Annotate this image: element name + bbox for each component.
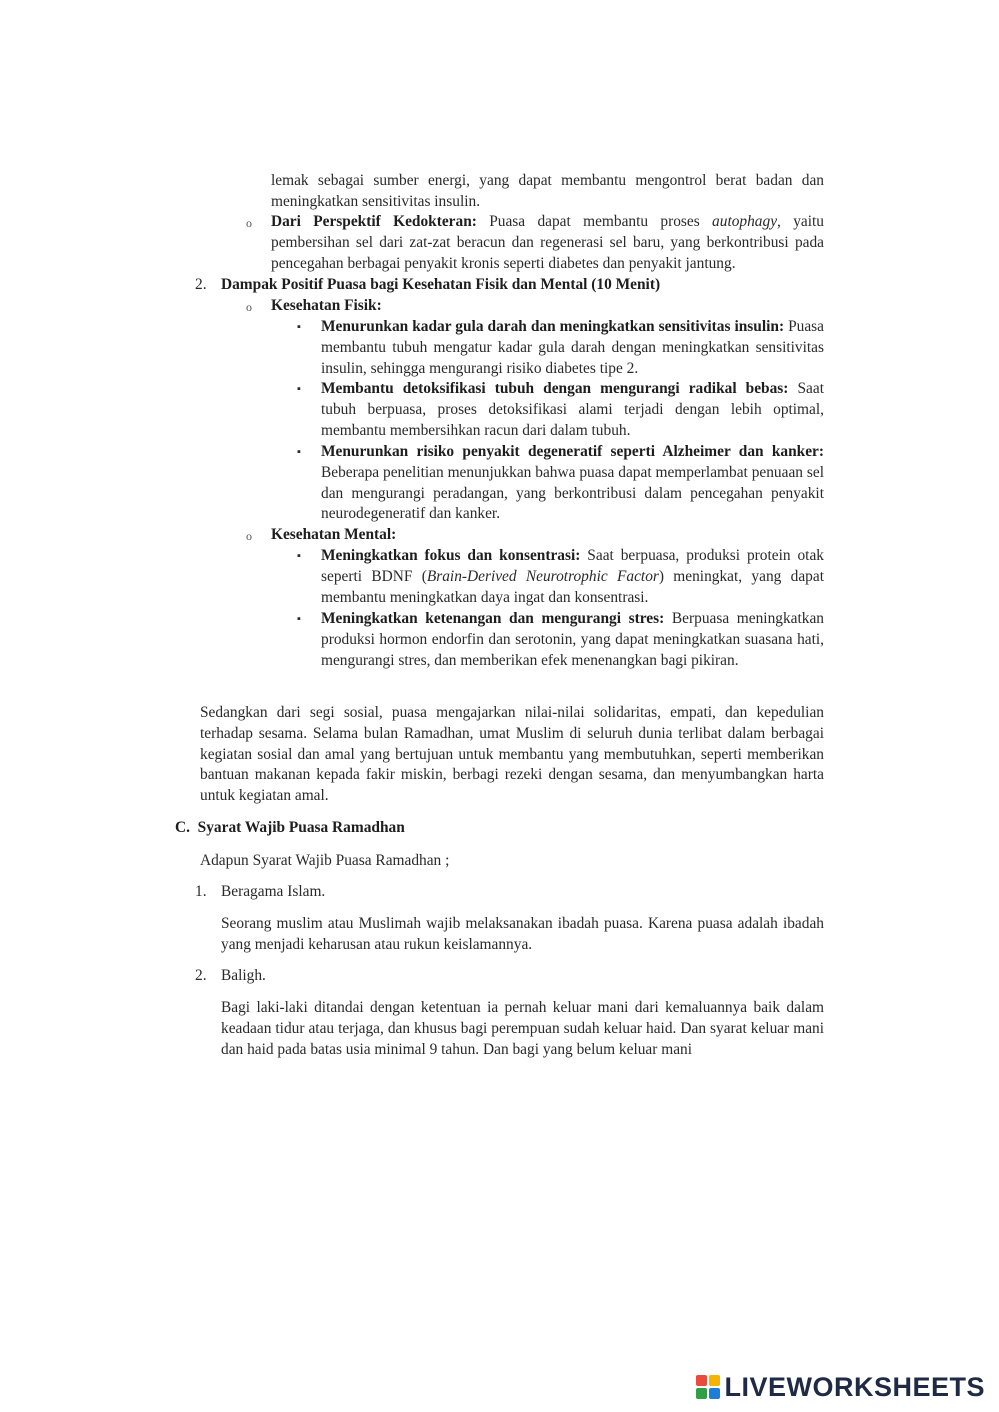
item-2-number: 2. — [195, 967, 207, 984]
liveworksheets-wordmark: LIVEWORKSHEETS — [724, 1371, 985, 1402]
square-bullet-icon: ▪ — [297, 383, 301, 395]
circle-bullet-icon: o — [246, 529, 252, 543]
section-c-heading — [175, 818, 824, 839]
item-2-text: Bagi laki-laki ditandai dengan ketentuan ia pernah keluar mani dari kemaluannya baik dalam keadaan tidur atau terjaga, dan khusus bagi perempuan sudah keluar haid. Dan syarat keluar mani dan haid pada batas usia minimal 9 tahun. Dan bagi yang belum keluar mani — [221, 999, 824, 1058]
item-2-title: Baligh. — [221, 967, 266, 984]
fisik-item-1-label: Menurunkan kadar gula darah dan meningkatkan sensitivitas insulin: — [321, 318, 785, 335]
section-2-number: 2. — [195, 276, 207, 293]
circle-bullet-icon: o — [246, 300, 252, 314]
square-bullet-icon: ▪ — [297, 446, 301, 458]
mental-item-1 — [321, 546, 824, 608]
mental-item-2-paragraph — [321, 609, 824, 671]
fisik-item-2 — [321, 379, 824, 441]
item-1-text: Seorang muslim atau Muslimah wajib melaksanakan ibadah puasa. Karena puasa adalah ibadah yang menjadi keharusan atau rukun keislamannya. — [221, 915, 824, 953]
item-2-heading — [221, 966, 824, 987]
liveworksheets-logo-icon — [696, 1375, 720, 1399]
kedokteran-item — [271, 212, 824, 274]
mental-item-2 — [321, 609, 824, 671]
square-bullet-icon: ▪ — [297, 613, 301, 625]
logo-tile — [696, 1375, 707, 1386]
kedokteran-text-before: Puasa dapat membantu proses — [476, 213, 713, 230]
mental-item-2-label: Meningkatkan ketenangan dan mengurangi stres: — [321, 610, 665, 627]
square-bullet-icon: ▪ — [297, 321, 301, 333]
social-text: Sedangkan dari segi sosial, puasa mengajarkan nilai-nilai solidaritas, empati, dan kepedulian terhadap sesama. Selama bulan Ramadhan, umat Muslim di seluruh dunia terlibat dalam berbagai kegiatan sosial dan amal yang bertujuan untuk membantu yang membutuhkan, seperti memberikan bantuan makanan kepada fakir miskin, berbagi rezeki dengan sesama, dan menyumbangkan harta untuk kegiatan amal. — [200, 704, 824, 805]
mental-item-1-text-before: Saat berpuasa, produksi protein otak seperti BDNF ( — [321, 547, 824, 585]
fisik-item-2-paragraph — [321, 379, 824, 441]
mental-item-2-text: Berpuasa meningkatkan produksi hormon endorfin dan serotonin, yang dapat meningkatkan suasana hati, mengurangi stres, dan memberikan efek menenangkan bagi pikiran. — [321, 610, 824, 669]
circle-bullet-icon: o — [246, 216, 252, 230]
section-c-title: C. Syarat Wajib Puasa Ramadhan — [175, 819, 405, 836]
liveworksheets-brand[interactable] — [696, 1370, 985, 1404]
mental-item-1-text-after: ) meningkat, yang dapat membantu meningkatkan daya ingat dan konsentrasi. — [321, 567, 824, 606]
section-c-intro — [200, 851, 824, 872]
fisik-item-3-label: Menurunkan risiko penyakit degeneratif seperti Alzheimer dan kanker: — [321, 443, 824, 460]
fisik-item-1 — [321, 317, 824, 379]
mental-heading — [271, 525, 824, 546]
mental-item-1-label: Meningkatkan fokus dan konsentrasi: — [321, 547, 581, 564]
square-bullet-icon: ▪ — [297, 550, 301, 562]
section-2-heading — [221, 275, 824, 296]
fisik-item-2-label: Membantu detoksifikasi tubuh dengan mengurangi radikal bebas: — [321, 380, 789, 397]
fisik-title: Kesehatan Fisik: — [271, 297, 382, 314]
logo-tile — [709, 1388, 720, 1399]
kedokteran-label: Dari Perspektif Kedokteran: — [271, 213, 477, 230]
section-2-title: Dampak Positif Puasa bagi Kesehatan Fisik dan Mental (10 Menit) — [221, 276, 661, 293]
kedokteran-paragraph — [271, 212, 824, 274]
mental-item-1-paragraph — [321, 546, 824, 608]
item-1-heading — [221, 882, 824, 903]
fisik-item-1-text: Puasa membantu tubuh mengatur kadar gula darah dengan meningkatkan sensitivitas insulin, sehingga mengurangi risiko diabetes tipe 2. — [321, 318, 824, 377]
item-1-paragraph — [221, 914, 824, 956]
item-1-number: 1. — [195, 883, 207, 900]
mental-item-1-italic: Brain-Derived Neurotrophic Factor — [426, 567, 659, 585]
fisik-item-3-paragraph — [321, 442, 824, 525]
kedokteran-italic: autophagy — [712, 213, 778, 230]
logo-tile — [709, 1375, 720, 1386]
fisik-item-3-text: Beberapa penelitian menunjukkan bahwa puasa dapat memperlambat penuaan sel dan mengurangi peradangan, yang berkontribusi dalam pencegahan penyakit neurodegeneratif dan kanker. — [321, 463, 824, 523]
logo-tile — [696, 1388, 707, 1399]
item-2-paragraph — [221, 998, 824, 1060]
kedokteran-text-after: , yaitu pembersihan sel dari zat-zat beracun dan regenerasi sel baru, yang berkontribusi pada pencegahan berbagai penyakit kronis seperti diabetes dan penyakit jantung. — [271, 213, 824, 272]
fisik-item-1-paragraph — [321, 317, 824, 379]
section-c-intro-text: Adapun Syarat Wajib Puasa Ramadhan ; — [200, 852, 450, 869]
social-paragraph — [200, 703, 824, 807]
fisik-heading — [271, 296, 824, 317]
mental-title: Kesehatan Mental: — [271, 526, 397, 543]
fisik-item-3 — [321, 442, 824, 525]
fisik-item-2-text: Saat tubuh berpuasa, proses detoksifikasi alami terjadi dengan lebih optimal, membantu membersihkan racun dari dalam tubuh. — [321, 380, 824, 439]
intro-paragraph — [271, 171, 824, 213]
item-1-title: Beragama Islam. — [221, 883, 326, 900]
intro-text: lemak sebagai sumber energi, yang dapat membantu mengontrol berat badan dan meningkatkan sensitivitas insulin. — [271, 172, 824, 210]
